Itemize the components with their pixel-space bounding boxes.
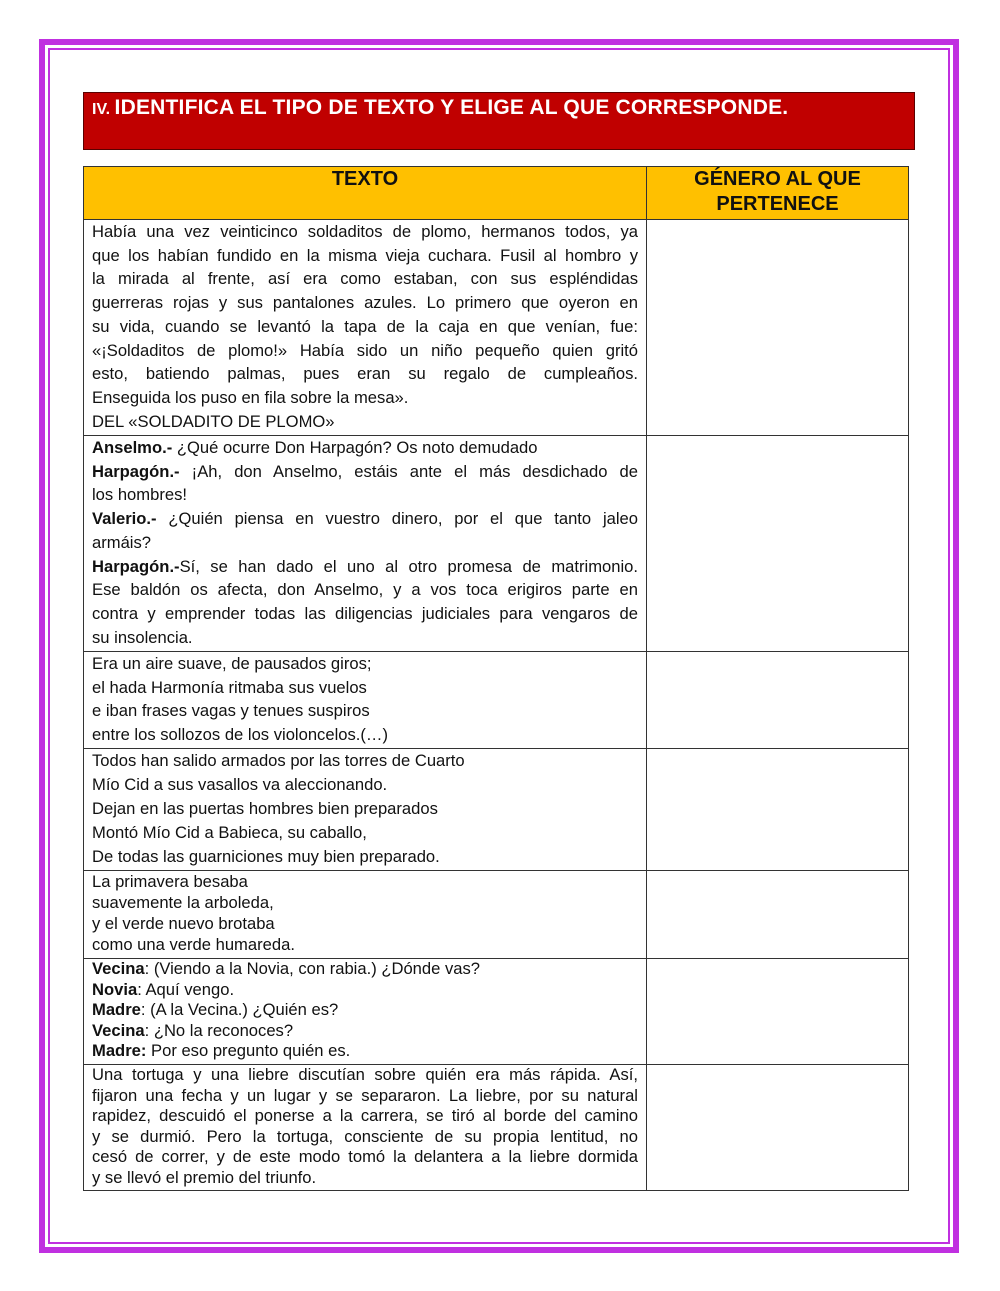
table-row	[84, 220, 909, 436]
table-row	[84, 871, 909, 959]
table-row	[84, 436, 909, 652]
table-row	[84, 959, 909, 1065]
speaker-name: Vecina	[92, 1020, 145, 1040]
table-row	[84, 1065, 909, 1191]
section-heading: IDENTIFICA EL TIPO DE TEXTO Y ELIGE AL QUE CORRESPONDE.	[114, 96, 789, 119]
table-row	[84, 652, 909, 749]
speaker-name: Harpagón.-	[92, 556, 180, 576]
genre-answer-cell[interactable]	[647, 959, 909, 1065]
speaker-name: Novia	[92, 979, 138, 999]
section-title	[83, 92, 915, 150]
text-cell: Todos han salido armados por las torres de Cuarto Mío Cid a sus vasallos va aleccionando. Dejan en las puertas hombres bien preparados Montó Mío Cid a Babieca, su caballo, De todas las guarniciones muy bien preparado.	[84, 749, 647, 871]
genre-answer-cell[interactable]	[647, 652, 909, 749]
speaker-name: Vecina	[92, 959, 145, 978]
genre-answer-cell[interactable]	[647, 749, 909, 871]
text-cell: Anselmo.- ¿Qué ocurre Don Harpagón? Os noto demudado Harpagón.- ¡Ah, don Anselmo, estáis ante el más desdichado de los hombres! Valerio.- ¿Quién piensa en vuestro dinero, por el que tanto jaleo armáis? Harpagón.-Sí, se han dado el uno al otro promesa de matrimonio. Ese baldón os afecta, don Anselmo, y a vos toca erigiros parte en contra y emprender todas las diligencias judiciales para vengaros de su insolencia.	[84, 436, 647, 652]
text-cell: Vecina: (Viendo a la Novia, con rabia.) ¿Dónde vas? Novia: Aquí vengo. Madre: (A la Vecina.) ¿Quién es? Vecina: ¿No la reconoces? Madre: Por eso pregunto quién es.	[84, 959, 647, 1065]
header-texto: TEXTO	[84, 167, 647, 220]
text-cell: Había una vez veinticinco soldaditos de plomo, hermanos todos, ya que los habían fundido en la misma vieja cuchara. Fusil al hombro y la mirada al frente, así era como estaban, con sus espléndidas guerreras rojas y sus pantalones azules. Lo primero que oyeron en su vida, cuando se levantó la tapa de la caja en que venían, fue: «¡Soldaditos de plomo!» Había sido un niño pequeño quien gritó esto, batiendo palmas, pues eran su regalo de cumpleaños. Enseguida los puso en fila sobre la mesa». DEL «SOLDADITO DE PLOMO»	[84, 220, 647, 436]
genre-answer-cell[interactable]	[647, 1065, 909, 1191]
speaker-name: Valerio.-	[92, 509, 157, 529]
genre-answer-cell[interactable]	[647, 436, 909, 652]
genre-answer-cell[interactable]	[647, 220, 909, 436]
table-row	[84, 749, 909, 871]
text-cell: Una tortuga y una liebre discutían sobre quién era más rápida. Así, fijaron una fecha y un lugar y se separaron. La liebre, por su natural rapidez, descuidó el ponerse a la carrera, se tiró al borde del camino y se durmió. Pero la tortuga, consciente de su propia lentitud, no cesó de correr, y de este modo tomó la delantera a la liebre dormida y se llevó el premio del triunfo.	[84, 1065, 647, 1191]
text-cell: La primavera besaba suavemente la arboleda, y el verde nuevo brotaba como una verde humareda.	[84, 871, 647, 959]
exercise-table	[83, 166, 909, 1191]
speaker-name: Madre	[92, 1000, 141, 1019]
speaker-name: Harpagón.-	[92, 461, 180, 481]
genre-answer-cell[interactable]	[647, 871, 909, 959]
table-header-row	[84, 167, 909, 220]
speaker-name: Anselmo.-	[92, 438, 173, 457]
speaker-name: Madre:	[92, 1041, 147, 1060]
header-genero: GÉNERO AL QUE PERTENECE	[647, 167, 909, 220]
text-cell: Era un aire suave, de pausados giros; el hada Harmonía ritmaba sus vuelos e iban frases vagas y tenues suspiros entre los sollozos de los violoncelos.(…)	[84, 652, 647, 749]
section-number: IV.	[92, 101, 111, 118]
